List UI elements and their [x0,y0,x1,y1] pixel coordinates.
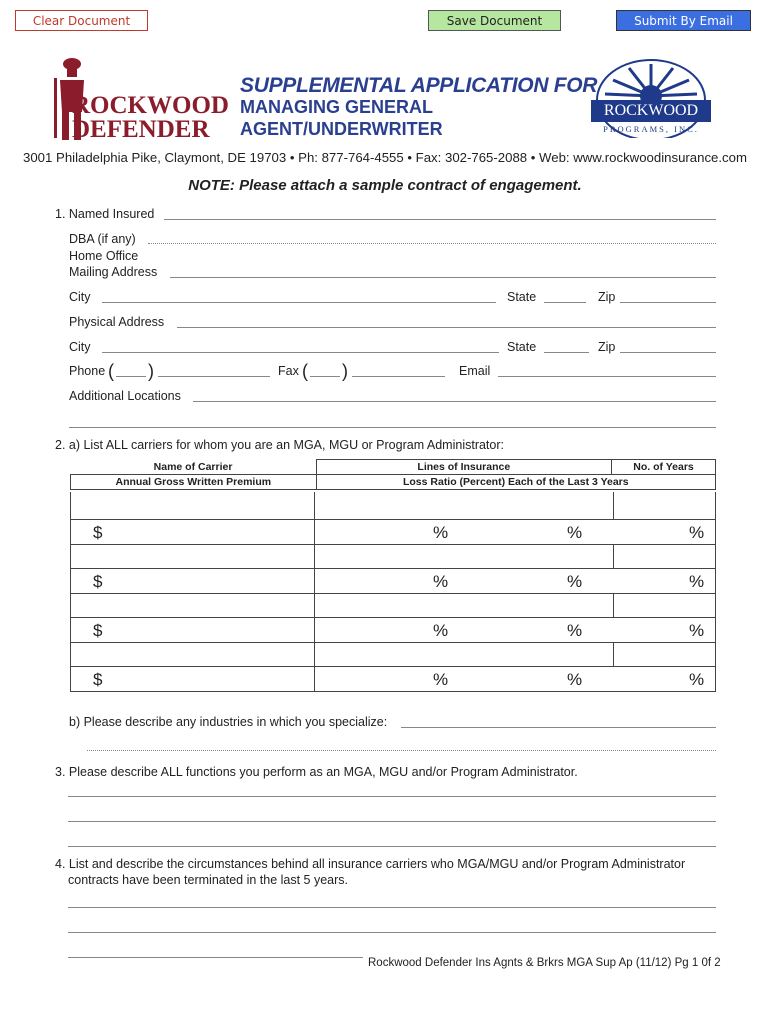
page-title-line3: AGENT/UNDERWRITER [240,119,443,139]
home-office-label: Home Office [69,249,139,263]
phone-label: Phone [69,364,106,378]
physical-state-field[interactable] [544,352,589,353]
dollar-sign: $ [93,621,103,640]
mailing-address-label: Mailing Address [69,265,158,279]
physical-zip-field[interactable] [620,352,716,353]
terminations-field-3[interactable] [68,957,363,958]
percent-sign: % [567,523,583,542]
fax-open-paren: ( [302,361,308,381]
carrier-name-cell-3[interactable] [71,594,315,618]
table-header-row [71,460,716,475]
page-footer: Rockwood Defender Ins Agnts & Brkrs MGA Sup Ap (11/12) Pg 1 0f 2 [368,957,721,969]
premium-cell-3[interactable] [71,618,315,643]
phone-area-code-field[interactable] [116,376,146,377]
physical-address-label: Physical Address [69,315,165,329]
percent-sign: % [689,670,705,689]
functions-field-1[interactable] [68,796,716,797]
state-label-2: State [507,340,537,354]
logo-defender-text: DEFENDER [72,116,210,143]
years-cell-4[interactable] [613,643,715,667]
additional-locations-field[interactable] [193,401,716,402]
percent-sign: % [689,523,705,542]
zip-label-2: Zip [598,340,616,354]
col-years-header: No. of Years [612,460,716,475]
col-lines-header: Lines of Insurance [316,460,611,475]
zip-label: Zip [598,290,616,304]
q2-label: 2. a) List ALL carriers for whom you are an MGA, MGU or Program Administrator: [55,438,504,452]
loss-ratio-cells-4[interactable] [315,667,715,691]
carrier-rows [70,492,716,692]
functions-field-3[interactable] [68,846,716,847]
dollar-sign: $ [93,670,103,689]
save-document-button[interactable]: Save Document [428,10,561,31]
clear-document-button[interactable]: Clear Document [15,10,148,31]
premium-cell-2[interactable] [71,569,315,594]
logo-programs-inc: PROGRAMS, INC. [603,124,699,134]
q4-label: 4. List and describe the circumstances behind all insurance carriers who MGA/MGU and/or Program Administrator [55,857,686,871]
physical-city-field[interactable] [102,352,499,353]
loss-ratio-cells-1[interactable] [315,520,715,545]
dba-field[interactable] [148,243,716,244]
q3-label: 3. Please describe ALL functions you perform as an MGA, MGU and/or Program Administrator. [55,765,578,779]
logo-rockwood-text: ROCKWOOD [72,92,229,119]
industries-field[interactable] [401,727,716,728]
company-address: 3001 Philadelphia Pike, Claymont, DE 19703 • Ph: 877-764-4555 • Fax: 302-765-2088 • Web: www.rockwoodinsurance.com [23,150,747,165]
table-header-row-2 [71,475,716,490]
rockwood-programs-logo [585,56,717,138]
mailing-zip-field[interactable] [620,302,716,303]
submit-by-email-button[interactable]: Submit By Email [616,10,751,31]
terminations-field-2[interactable] [68,932,716,933]
note-text: NOTE: Please attach a sample contract of engagement. [188,177,582,194]
fax-area-code-field[interactable] [310,376,340,377]
email-label: Email [459,364,491,378]
percent-sign: % [433,523,449,542]
years-cell-1[interactable] [613,492,715,520]
percent-sign: % [567,670,583,689]
carrier-name-cell-4[interactable] [71,643,315,667]
percent-sign: % [689,572,705,591]
col-loss-ratio-header: Loss Ratio (Percent) Each of the Last 3 Years [316,475,715,490]
percent-sign: % [433,621,449,640]
years-cell-3[interactable] [613,594,715,618]
lines-of-insurance-cell-3[interactable] [315,594,613,618]
city-label: City [69,290,91,304]
mailing-city-field[interactable] [102,302,496,303]
additional-locations-field-2[interactable] [69,427,716,428]
loss-ratio-cells-3[interactable] [315,618,715,643]
fax-number-field[interactable] [352,376,445,377]
carrier-name-cell-1[interactable] [71,492,315,520]
percent-sign: % [689,621,705,640]
phone-open-paren: ( [108,361,114,381]
carrier-name-cell-2[interactable] [71,545,315,569]
functions-field-2[interactable] [68,821,716,822]
loss-ratio-cells-2[interactable] [315,569,715,594]
physical-address-field[interactable] [177,327,716,328]
carriers-table [70,459,716,490]
fax-label: Fax [278,364,299,378]
phone-close-paren: ) [148,361,154,381]
state-label: State [507,290,537,304]
lines-of-insurance-cell-4[interactable] [315,643,613,667]
col-premium-header: Annual Gross Written Premium [71,475,317,490]
years-cell-2[interactable] [613,545,715,569]
lines-of-insurance-cell-1[interactable] [315,492,613,520]
dollar-sign: $ [93,523,103,542]
q2b-label: b) Please describe any industries in which you specialize: [69,715,388,729]
premium-cell-1[interactable] [71,520,315,545]
q4-label-line2: contracts have been terminated in the last 5 years. [68,873,349,887]
terminations-field-1[interactable] [68,907,716,908]
percent-sign: % [567,572,583,591]
lines-of-insurance-cell-2[interactable] [315,545,613,569]
mailing-address-field[interactable] [170,277,716,278]
logo-rockwood-programs-name: ROCKWOOD [603,102,699,119]
page-title: SUPPLEMENTAL APPLICATION FOR [240,74,598,97]
mailing-state-field[interactable] [544,302,586,303]
city-label-2: City [69,340,91,354]
additional-locations-label: Additional Locations [69,389,181,403]
percent-sign: % [433,572,449,591]
fax-close-paren: ) [342,361,348,381]
email-field[interactable] [498,376,716,377]
phone-number-field[interactable] [158,376,270,377]
named-insured-field[interactable] [164,219,716,220]
premium-cell-4[interactable] [71,667,315,691]
rockwood-defender-logo [52,52,229,144]
named-insured-label: 1. Named Insured [55,207,155,221]
page-title-line2: MANAGING GENERAL [240,97,433,117]
dba-label: DBA (if any) [69,232,136,246]
industries-field-2[interactable] [87,750,716,751]
percent-sign: % [567,621,583,640]
col-carrier-header: Name of Carrier [71,460,317,475]
dollar-sign: $ [93,572,103,591]
percent-sign: % [433,670,449,689]
